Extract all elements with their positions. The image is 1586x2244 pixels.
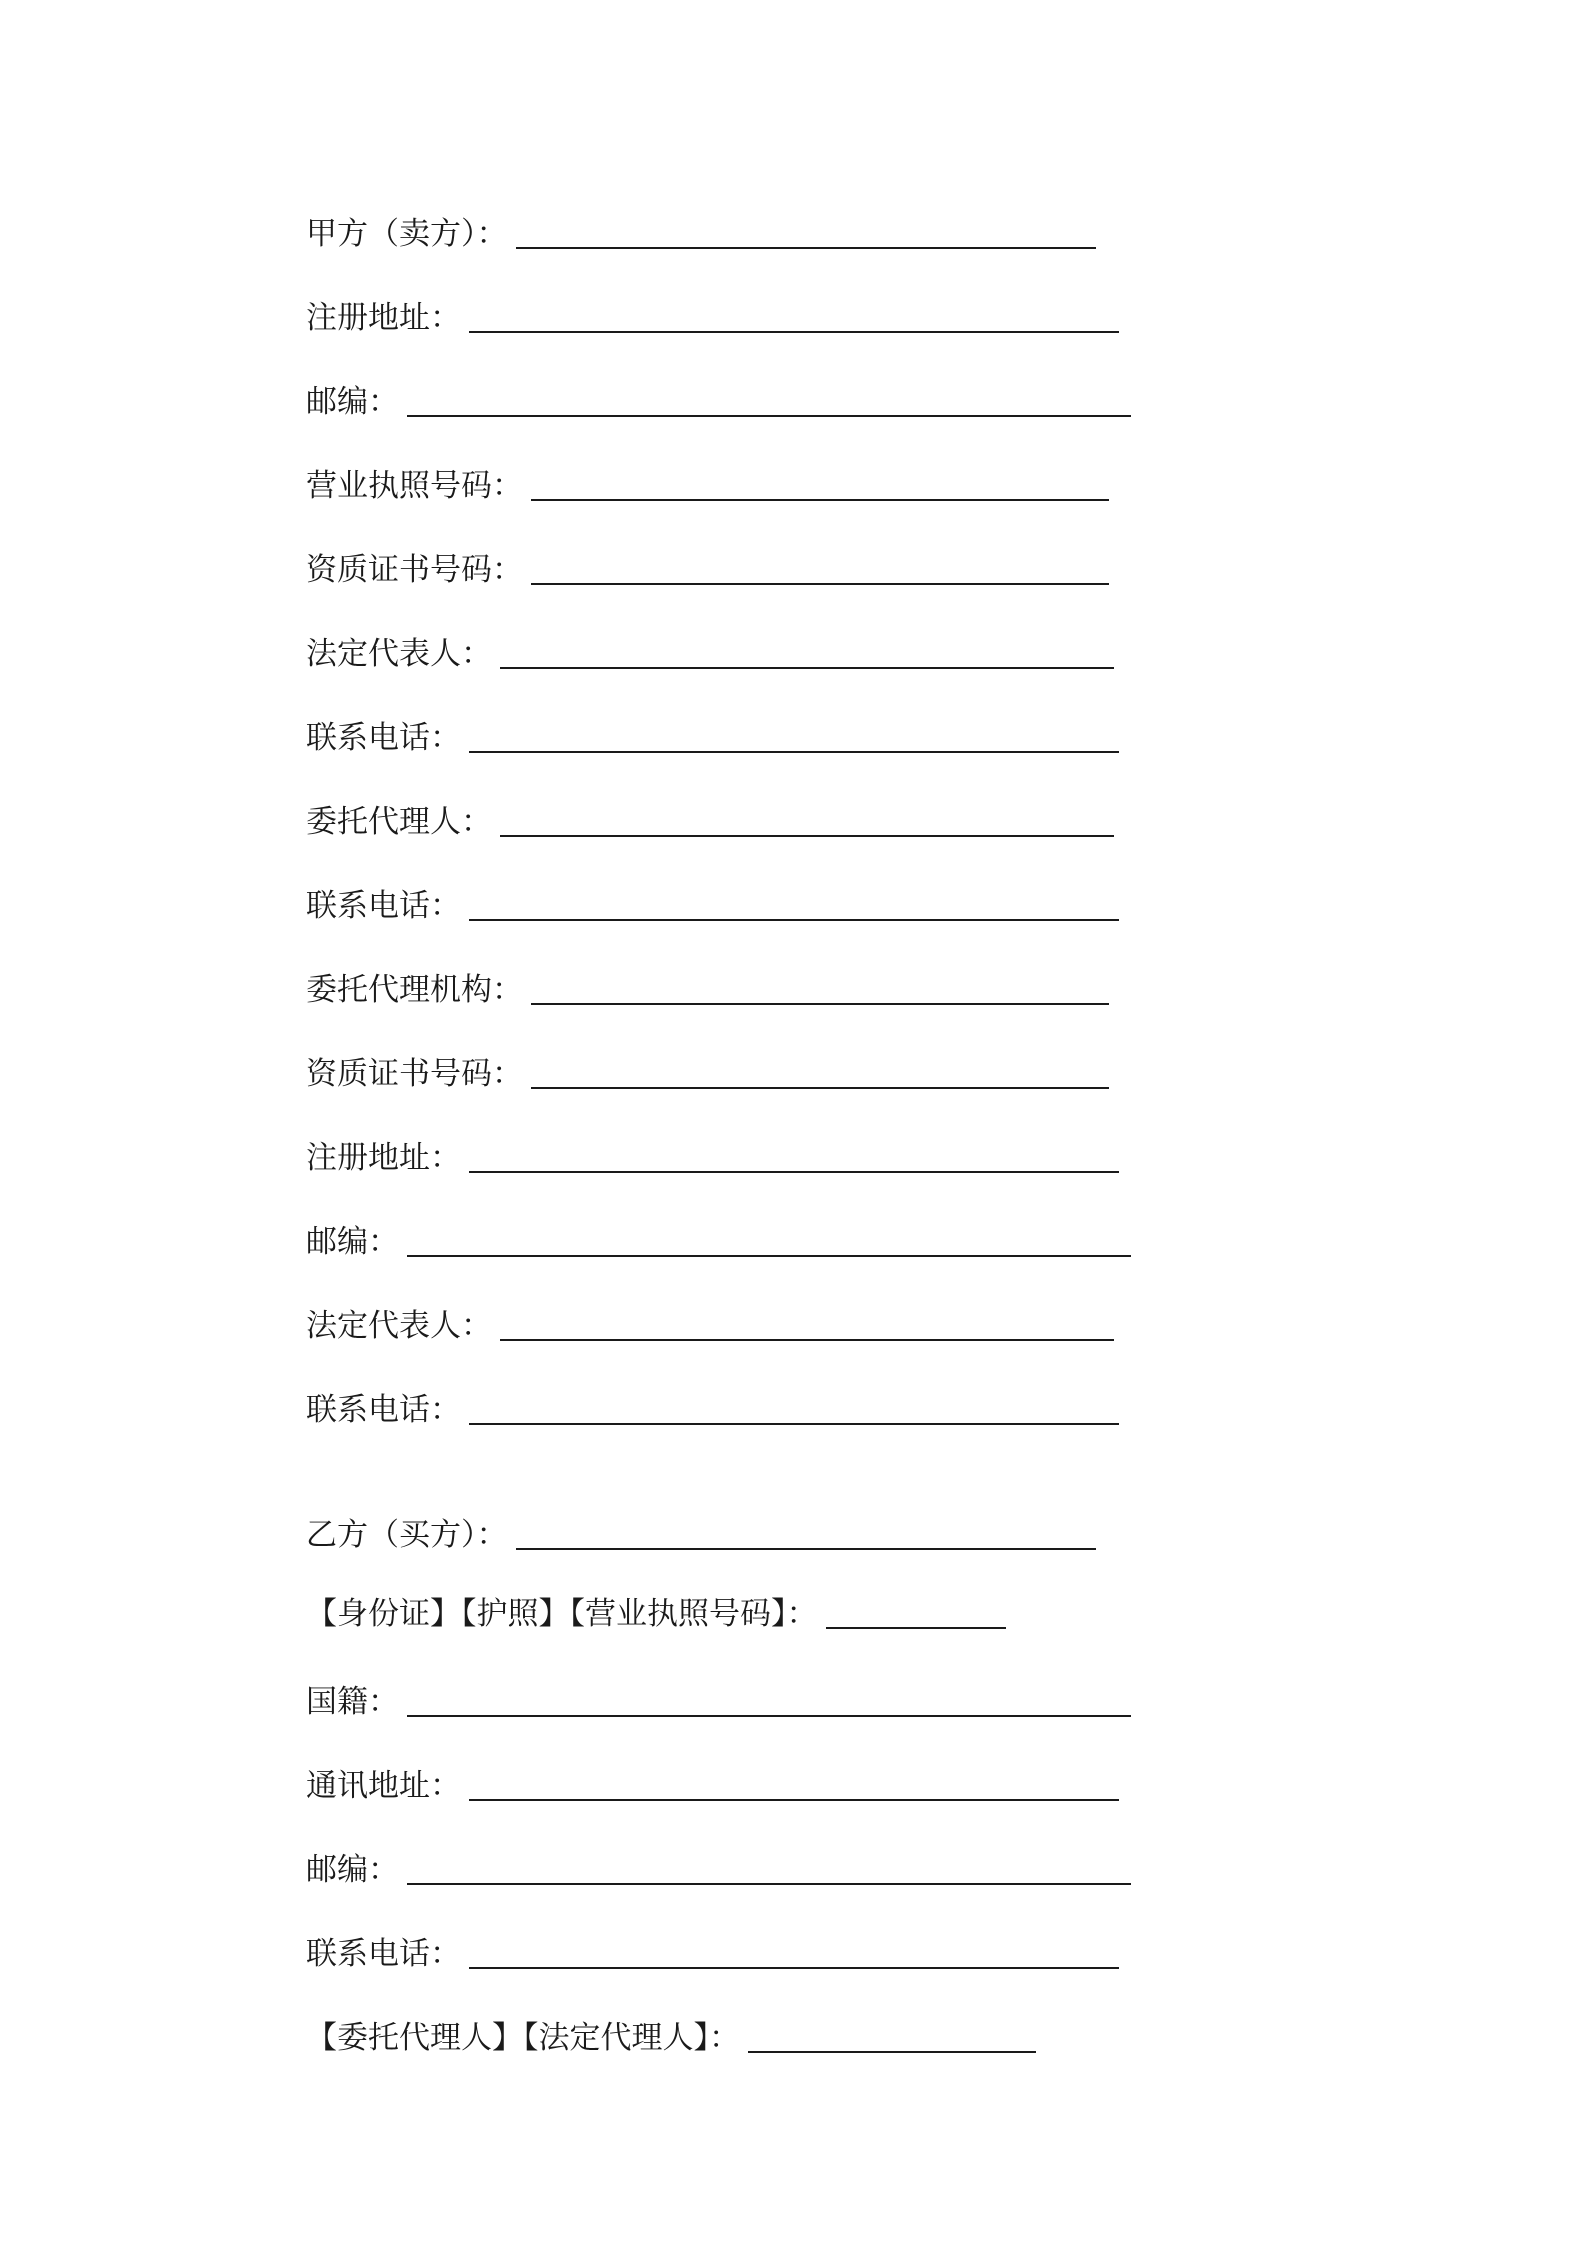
party-b-field-line <box>306 1764 1119 1808</box>
party-a-field-line <box>306 1220 1131 1264</box>
field-label: 联系电话： <box>306 1936 461 1972</box>
field-blank[interactable] <box>500 667 1114 669</box>
party-a-field-line <box>306 548 1109 592</box>
field-label: 法定代表人： <box>306 636 492 672</box>
field-blank[interactable] <box>469 331 1119 333</box>
field-blank[interactable] <box>469 919 1119 921</box>
field-label: 邮编： <box>306 1224 399 1260</box>
party-b-agent-line <box>306 2016 1036 2060</box>
id-number-blank[interactable] <box>826 1627 1006 1629</box>
field-blank[interactable] <box>469 1967 1119 1969</box>
field-label: 委托代理人： <box>306 804 492 840</box>
field-blank[interactable] <box>407 1715 1131 1717</box>
field-label: 注册地址： <box>306 1140 461 1176</box>
party-b-heading: 乙方（买方）： <box>306 1517 508 1553</box>
field-label: 资质证书号码： <box>306 552 523 588</box>
field-blank[interactable] <box>469 1799 1119 1801</box>
party-b-name-blank[interactable] <box>516 1548 1096 1550</box>
field-label: 邮编： <box>306 384 399 420</box>
party-a-field-line <box>306 380 1131 424</box>
field-label: 联系电话： <box>306 1392 461 1428</box>
party-b-field-line <box>306 1680 1131 1724</box>
field-label: 联系电话： <box>306 888 461 924</box>
field-label: 委托代理机构： <box>306 972 523 1008</box>
field-label: 法定代表人： <box>306 1308 492 1344</box>
field-label: 注册地址： <box>306 300 461 336</box>
id-type-label: 【身份证】【护照】【营业执照号码】： <box>306 1596 818 1632</box>
party-b-field-line <box>306 1848 1131 1892</box>
field-label: 邮编： <box>306 1852 399 1888</box>
field-label: 资质证书号码： <box>306 1056 523 1092</box>
party-b-id-line <box>306 1592 1006 1636</box>
party-a-name-blank[interactable] <box>516 247 1096 249</box>
party-b-field-line <box>306 1932 1119 1976</box>
party-a-field-line <box>306 800 1114 844</box>
party-a-field-line <box>306 1388 1119 1432</box>
party-a-heading: 甲方（卖方）： <box>306 216 508 252</box>
party-b-heading-line <box>306 1513 1096 1557</box>
field-label: 营业执照号码： <box>306 468 523 504</box>
party-a-field-line <box>306 296 1119 340</box>
party-a-field-line <box>306 968 1109 1012</box>
party-a-field-line <box>306 884 1119 928</box>
agent-name-blank[interactable] <box>748 2051 1036 2053</box>
field-blank[interactable] <box>531 583 1109 585</box>
field-blank[interactable] <box>407 1883 1131 1885</box>
field-blank[interactable] <box>500 1339 1114 1341</box>
party-a-field-line <box>306 716 1119 760</box>
field-blank[interactable] <box>469 751 1119 753</box>
field-blank[interactable] <box>469 1423 1119 1425</box>
field-blank[interactable] <box>531 499 1109 501</box>
party-a-field-line <box>306 1304 1114 1348</box>
field-blank[interactable] <box>407 415 1131 417</box>
field-blank[interactable] <box>407 1255 1131 1257</box>
party-a-field-line <box>306 1052 1109 1096</box>
field-blank[interactable] <box>500 835 1114 837</box>
field-label: 国籍： <box>306 1684 399 1720</box>
field-label: 联系电话： <box>306 720 461 756</box>
field-label: 通讯地址： <box>306 1768 461 1804</box>
agent-type-label: 【委托代理人】【法定代理人】： <box>306 2020 740 2056</box>
party-a-field-line <box>306 632 1114 676</box>
party-a-heading-line <box>306 212 1096 256</box>
party-a-field-line <box>306 464 1109 508</box>
field-blank[interactable] <box>531 1003 1109 1005</box>
party-a-field-line <box>306 1136 1119 1180</box>
field-blank[interactable] <box>531 1087 1109 1089</box>
field-blank[interactable] <box>469 1171 1119 1173</box>
